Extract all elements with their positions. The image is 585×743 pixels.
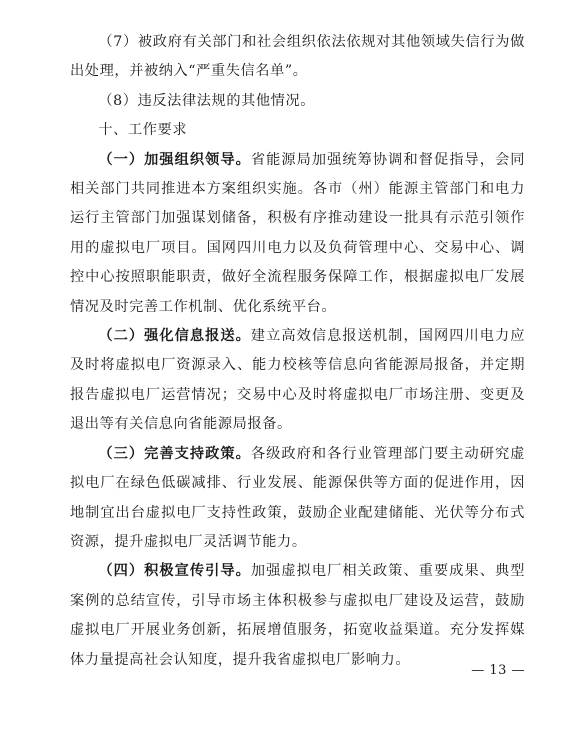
paragraph-text: （7）被政府有关部门和社会组织依法依规对其他领域失信行为做出处理，并被纳入“严重失信名单”。 bbox=[70, 34, 525, 80]
paragraph-item-8 bbox=[70, 87, 525, 116]
paragraph-text: （8）违反法律法规的其他情况。 bbox=[98, 92, 316, 109]
subsection-1 bbox=[70, 146, 525, 322]
subsection-text: 加强虚拟电厂相关政策、重要成果、典型案例的总结宣传，引导市场主体积极参与虚拟电厂建设及运营，鼓励虚拟电厂开展业务创新，拓展增值服务，拓宽收益渠道。充分发挥媒体力量提高社会认知度，提升我省虚拟电厂影响力。 bbox=[70, 563, 525, 668]
subsection-lead: （三）完善支持政策。 bbox=[98, 445, 251, 462]
subsection-2 bbox=[70, 322, 525, 440]
subsection-lead: （二）强化信息报送。 bbox=[98, 328, 251, 345]
subsection-text: 省能源局加强统筹协调和督促指导，会同相关部门共同推进本方案组织实施。各市（州）能源主管部门和电力运行主管部门加强谋划储备，积极有序推动建设一批具有示范引领作用的虚拟电厂项目。国网四川电力以及负荷管理中心、交易中心、调控中心按照职能职责，做好全流程服务保障工作，根据虚拟电厂发展情况及时完善工作机制、优化系统平台。 bbox=[70, 151, 525, 315]
subsection-4 bbox=[70, 557, 525, 675]
subsection-text: 建立高效信息报送机制，国网四川电力应及时将虚拟电厂资源录入、能力校核等信息向省能源局报备，并定期报告虚拟电厂运营情况；交易中心及时将虚拟电厂市场注册、变更及退出等有关信息向省能源局报备。 bbox=[70, 328, 525, 433]
paragraph-item-7 bbox=[70, 28, 525, 87]
body-text bbox=[70, 28, 525, 675]
section-heading-text: 十、工作要求 bbox=[98, 122, 188, 139]
page-number: — 13 — bbox=[471, 663, 525, 678]
section-heading bbox=[70, 116, 525, 145]
subsection-3 bbox=[70, 440, 525, 558]
subsection-lead: （一）加强组织领导。 bbox=[98, 151, 251, 168]
subsection-lead: （四）积极宣传引导。 bbox=[98, 563, 251, 580]
subsection-text: 各级政府和各行业管理部门要主动研究虚拟电厂在绿色低碳减排、行业发展、能源保供等方面的促进作用，因地制宜出台虚拟电厂支持性政策，鼓励企业配建储能、光伏等分布式资源，提升虚拟电厂灵活调节能力。 bbox=[70, 445, 525, 550]
